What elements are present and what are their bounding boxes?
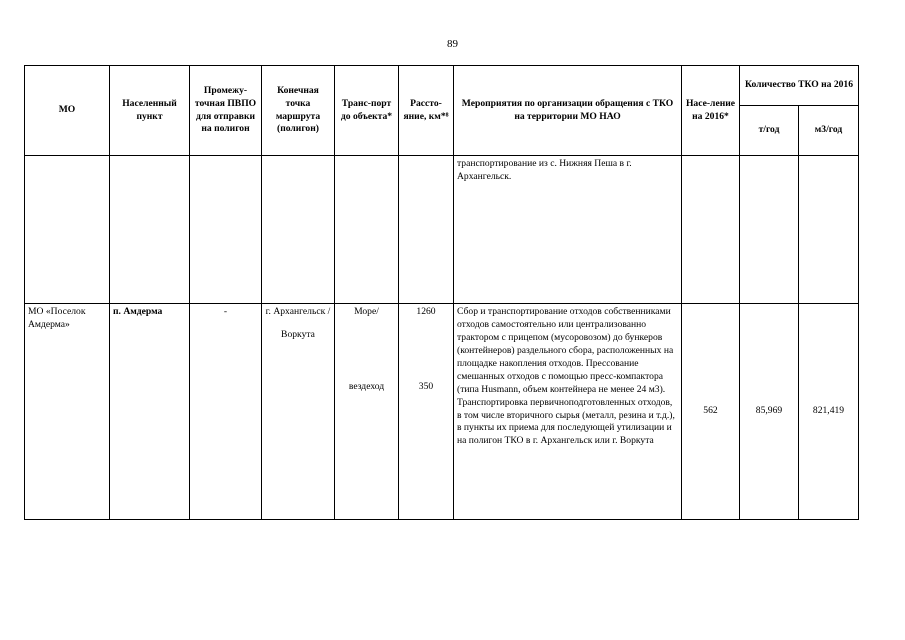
table-row	[25, 304, 859, 520]
table-row	[25, 156, 859, 304]
header-tko-m3: м3/год	[799, 106, 859, 156]
header-transport: Транс-порт до объекта*	[335, 66, 399, 156]
header-mo: МО	[25, 66, 110, 156]
cell-transport	[335, 156, 399, 304]
header-settlement: Населенный пункт	[110, 66, 190, 156]
cell-distance	[399, 156, 454, 304]
cell-distance	[399, 304, 454, 520]
cell-settlement	[110, 156, 190, 304]
header-measures: Мероприятия по организации обращения с ТКО на территории МО НАО	[454, 66, 682, 156]
cell-mo: МО «Поселок Амдерма»	[25, 304, 110, 520]
cell-tko-m3: 821,419	[799, 304, 859, 520]
tko-table	[24, 65, 859, 520]
cell-measures: Сбор и транспортирование отходов собственниками отходов самостоятельно или централизованно трактором с прицепом (мусоровозом) до бункеров (контейнеров) раздельного сбора, расположенных на площадке накопления отходов. Прессование смешанных отходов с помощью пресс-компактора (типа Husmann, объем контейнера не менее 24 м3). Транспортировка первичноподготовленных отходов, в том числе вторичного сырья (металл, резина и т.д.), в пункты их приема для последующей утилизации и на полигон ТКО в г. Архангельск или г. Воркута	[454, 304, 682, 520]
cell-intermediate	[190, 156, 262, 304]
header-endpoint: Конечная точка маршрута (полигон)	[262, 66, 335, 156]
cell-population: 562	[682, 304, 740, 520]
cell-tko-tons: 85,969	[740, 304, 799, 520]
cell-settlement: п. Амдерма	[110, 304, 190, 520]
cell-endpoint	[262, 304, 335, 520]
distance-secondary: 350	[418, 380, 434, 392]
cell-endpoint	[262, 156, 335, 304]
header-population: Насе-ление на 2016*	[682, 66, 740, 156]
cell-mo	[25, 156, 110, 304]
page-number: 89	[447, 38, 458, 50]
transport-primary: Море/	[354, 306, 379, 317]
cell-population	[682, 156, 740, 304]
header-tko-tons: т/год	[740, 106, 799, 156]
cell-transport	[335, 304, 399, 520]
transport-secondary: вездеход	[348, 380, 385, 392]
cell-intermediate: -	[190, 304, 262, 520]
distance-primary: 1260	[416, 306, 436, 317]
cell-measures: транспортирование из с. Нижняя Пеша в г. Архангельск.	[454, 156, 682, 304]
endpoint-secondary: Воркута	[281, 328, 315, 340]
header-tko-group: Количество ТКО на 2016	[740, 66, 859, 106]
cell-tko-tons	[740, 156, 799, 304]
header-intermediate: Промежу-точная ПВПО для отправки на полигон	[190, 66, 262, 156]
header-distance: Рассто-яние, км*⁸	[399, 66, 454, 156]
cell-tko-m3	[799, 156, 859, 304]
endpoint-primary: г. Архангельск /	[265, 306, 331, 317]
